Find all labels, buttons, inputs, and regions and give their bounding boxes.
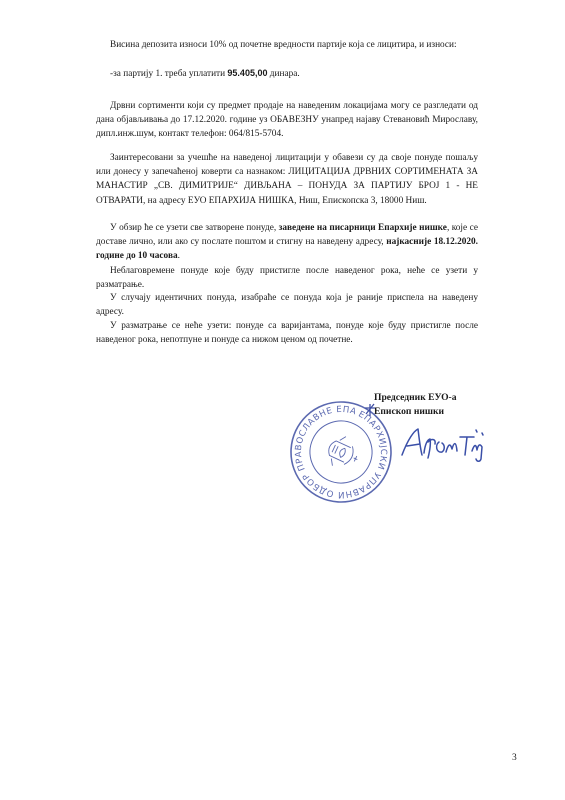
official-seal-stamp bbox=[287, 398, 395, 506]
deadline-text-e: . bbox=[177, 251, 180, 262]
identical-offers-text: У случају идентичних понуда, изабраће се понуда која је раније приспела на наведену адресу. bbox=[96, 293, 478, 318]
deadline-text-a: У обзир ће се узети све затворене понуде, bbox=[110, 223, 279, 233]
signature-title: Председник ЕУО-а bbox=[374, 392, 457, 403]
excluded-offers-paragraph bbox=[96, 319, 478, 347]
lot-payment-prefix: -за партију 1. треба уплатити bbox=[110, 69, 228, 79]
inspection-text: Дрвни сортименти који су предмет продаје на наведеним локацијама могу се разгледати од дана објављивања до 17.12.2020. године уз ОБАВЕЗНУ унапред најаву Стевановић Мирославу, дипл.инж.шум, контакт телефон: 064/815-5704. bbox=[96, 101, 478, 140]
inspection-paragraph bbox=[96, 99, 478, 142]
deposit-amount: 95.405,00 bbox=[227, 68, 268, 78]
late-offers-text: Неблаговремене понуде које буду пристигле после наведеног рока, неће се узети у разматрање. bbox=[96, 266, 478, 291]
deadline-paragraph bbox=[96, 221, 478, 264]
submission-text: Заинтересовани за учешће на наведеној лицитацији у обавези су да своје понуде пошаљу или донесу у запечаћеној коверти са назнаком: ЛИЦИТАЦИЈА ДРВНИХ СОРТИМЕНАТА ЗА МАНАСТИР „СВ. ДИМИТРИЈЕ“ ДИВЉАНА – ПОНУДА ЗА ПАРТИЈУ БРОЈ 1 - НЕ ОТВАРАТИ, на адресу ЕУО ЕПАРХИЈА НИШКА, Ниш, Епископска 3, 18000 Ниш. bbox=[96, 153, 478, 206]
deadline-emphasis: најкасније 18.12.2020. године до 10 часова bbox=[96, 237, 478, 262]
registry-emphasis: заведене на писарници Епархије нишке bbox=[278, 223, 447, 233]
identical-offers-paragraph bbox=[96, 291, 478, 319]
lot-payment-suffix: динара. bbox=[267, 69, 300, 79]
excluded-offers-text: У разматрање се неће узети: понуде са варијантама, понуде које буду пристигле после наведеног рока, непотпуне и понуде са нижом ценом од почетне. bbox=[96, 321, 478, 346]
page-number: 3 bbox=[512, 753, 517, 763]
deadline-text-c: , које се доставе лично, или ако су послате поштом и стигну на наведену адресу, bbox=[96, 223, 478, 248]
lot-payment-line bbox=[96, 66, 478, 81]
deposit-text: Висина депозита износи 10% од почетне вредности партије која се лицитира, и износи: bbox=[110, 40, 457, 50]
submission-paragraph bbox=[96, 151, 478, 208]
deposit-paragraph bbox=[96, 38, 478, 52]
seal-ring-text: ЕПАРХИЈСКИ УПРАВНИ ОДБОР ПРАВОСЛАВНЕ ЕПАРХИЈЕ bbox=[293, 404, 389, 500]
handwritten-signature bbox=[398, 425, 490, 463]
signature-role: Епископ нишки bbox=[374, 406, 445, 417]
late-offers-paragraph bbox=[96, 264, 478, 292]
